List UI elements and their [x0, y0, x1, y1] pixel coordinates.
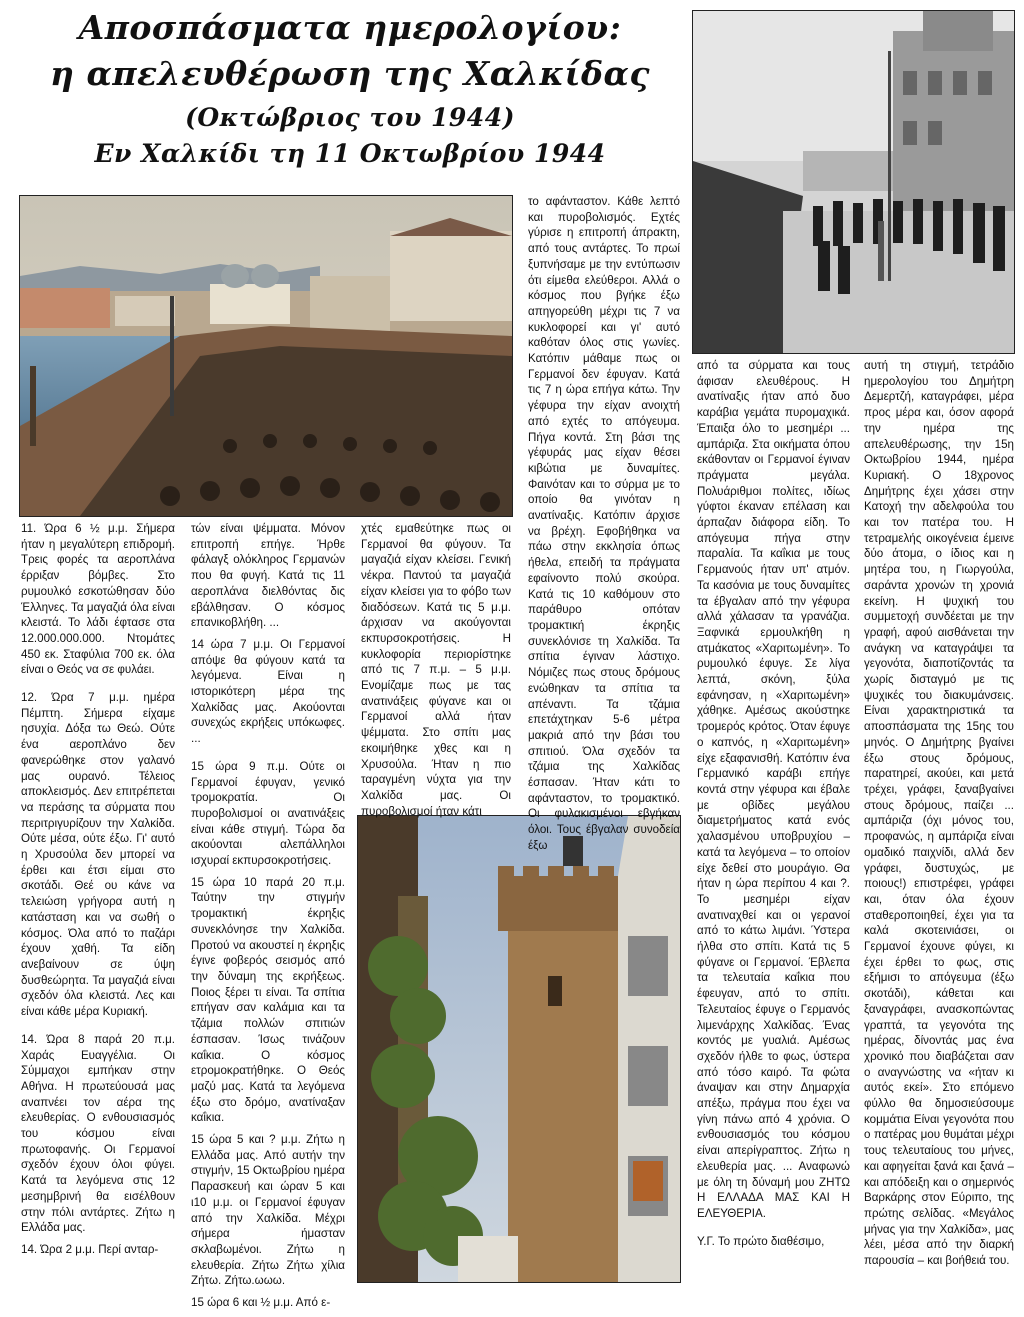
entry-11: 11. Ώρα 6 ½ μ.μ. Σήμερα ήταν η μεγαλύτερη επιδρομή. Τρεις φορές τα αεροπλάνα έρριξαν βόμβες. Στο ρυμουλκό εσκοτώθησαν δύο Έλληνες. Τα μαγαζιά όλα είναι κλειστά. Το λάδι έφτασε στα 12.000.000.000. Ντομάτες 450 εκ. Σταφύλια 700 εκ. όλα είναι ο Θεός να σε φυλάει.: [21, 522, 175, 677]
title-line-3: (Οκτώβριος του 1944): [185, 103, 515, 132]
entry-12: 12. Ώρα 7 μ.μ. ημέρα Πέμπτη. Σήμερα είχαμε ησυχία. Δόξα τω Θεώ. Ούτε ένα αεροπλάνο δεν φανερώθηκε στον γαλανό μας ουρανό. Τέλειος αποκλεισμός. Δεν επιτρέπεται να περάσης τα σύρματα που περιτριγυρίζουν την Χαλκίδα. Ούτε μέσα, ούτε έξω. Γι' αυτό η Χρυσούλα δεν μπορεί να έρθει και έτσι είμαι στο σκοτάδι. Θεέ ου κάνε να τελειώση γρήγορα αυτή η κατάσταση και να σωθή ο κόσμος. Όλα από το παζάρι έχουν χαθή. Τα είδη ανεβαίνουν σε ύψη δυσθεώρητα. Τα μαγαζιά είναι σχεδόν όλα κλειστά. Λες και είναι κάθε μέρα Κυριακή.: [21, 691, 175, 1019]
column-4: [697, 358, 850, 1255]
street-crowd-photo: [692, 10, 1015, 354]
column-3-lower: [361, 521, 511, 825]
entry-15-5pm: 15 ώρα 5 και ? μ.μ. Ζήτω η Ελλάδα μας. Από αυτήν την στιγμήν, 15 Οκτωβρίου ημέρα Παρασκευή και ώραν 5 και ι10 μ.μ. οι Γερμανοί έφυγαν από την Χαλκίδα. Μέχρι σήμερα ήμασταν σκλαβωμένοι. Ζήτω η ελευθερία. Ζήτω Ζήτω χίλια Ζήτω. Ζήτω.ωωω.: [191, 1133, 345, 1288]
postscript: Υ.Γ. Το πρώτο διαθέσιμο,: [697, 1234, 825, 1248]
column-3-upper: [528, 194, 680, 860]
harbor-crowd-photo: [19, 195, 513, 517]
entry-15-cont-3: από τα σύρματα και τους άφισαν ελευθέρους. Η ανατίναξις ήταν από δυο καράβια γεμάτα πυρομαχικά. Έπαιξα όλο το μεσημέρι ... αμπάριζα. Στα οικήματα όπου εκάθονταν οι Γερμανοί έγιναν πράγματα μεγάλα. Πολυάριθμοι πολίτες, ιδίως γύφτοι έκαναν επέλαση και άρπαζαν διάφορα είδη. Το απόγευμα πήγα στην παραλία. Τα καΐκια με τους Γερμανούς ήταν υπ' ατμόν. Τα κασόνια με τους δυναμίτες τα έβγαλαν από την γέφυρα αλλά χάλασαν τα γρανάζια. Ξαφνικά ερμουλκήθη η ατμάκατος «Χαριτωμένη». Το ρυμουλκό έφυγε. Σε λίγα λεπτά, σκόνη, ξύλα εφάνησαν, η «Χαριτωμένη» χάθηκε. Αμέσως ακούστηκε τρομερός κρότος. Όταν έφυγε ο καπνός, η «Χαριτωμένη» είχε εξαφανισθή. Κατόπιν ένα Γερμανικό καράβι επήγε κοντά στην γέφυρα και έβαλε με οβίδες μεγάλου διαμετρήματος κατά ενός χαλασμένου υποβρυχίου – κατά τα λεγόμενα – το οποίον είχε δεθεί στο μουράγιο. Θα ήταν η ώρα περίπου 4 και ?. Το μεσημέρι είχαν ανατιναχθεί και οι γερανοί από το κάτω λιμάνι. Ύστερα ήλθα στο σπίτι. Κατά τις 5 φύγανε οι Γερμανοί. Έβλεπα τα τελευταία καΐκια που έφευγαν, από το σπίτι. Τελευταίος έφυγε ο Γερμανός λιμενάρχης Χαλκίδας. Ένας κοντός με γυαλιά. Αμέσως σχεδόν ήλθε το φως, ύστερα από τόσο καιρό. Τα φώτα άναψαν και στην Δημαρχία απέξω, πράγμα που έχει να γίνη πάνω από 4 χρόνια. Ο ενθουσιασμός του κόσμου είναι απερίγραπτος. Ζήτω η ελευθερία μας. ... Αναφωνώ με όλη τη δύναμή μου ΖΗΤΩ Η ΕΛΛΑΔΑ ΜΑΣ ΚΑΙ Η ΕΛΕΥΘΕΡΙΑ.: [697, 359, 850, 1220]
entry-14a: 14. Ώρα 8 παρά 20 π.μ. Χαράς Ευαγγέλια. Οι Σύμμαχοι εμπήκαν στην Αθήνα. Η πρωτεύουσά μας αναπνέει τον αέρα της ελευθερίας. Ο ενθουσιασμός του κόσμου είναι πρωτοφανής. Οι Γερμανοί σχεδόν έχουν όλοι φύγει. Κατά τα λεγόμενα στις 12 μεσημβρινή θα εισέλθουν στην πόλι αντάρτες. Ζήτω η Ελλάδα μας.: [21, 1032, 175, 1235]
title-line-1: Αποσπάσματα ημερολογίου:: [78, 8, 622, 47]
column-5: [864, 358, 1014, 1275]
column-2: [191, 521, 345, 1317]
column-1: [21, 521, 175, 1264]
title-line-2: η απελευθέρωση της Χαλκίδας: [49, 54, 651, 93]
entry-15-940am: 15 ώρα 10 παρά 20 π.μ. Ταύτην την στιγμήν τρομακτική έκρηξις συνεκλόνησε την Χαλκίδα. Προτού να ακουστεί η έκρηξις έγινε φοβερός σεισμός από την δύναμη της εκρήξεως. Ποιος ξέρει τι είναι. Τα σπίτια επήγαν σαν καλάμια και τα τζάμια πολλών σπιτιών έσπασαν. Ίσως τινάζουν καΐκια. Ο κόσμος ετρομοκρατήθηκε. Ο Θεός μαζύ μας. Κατά τα λεγόμενα έξω στο δρόμο, ανατίναξαν καΐκια.: [191, 875, 345, 1125]
entry-14-7pm: 14 ώρα 7 μ.μ. Οι Γερμανοί απόψε θα φύγουν κατά τα λεγόμενα. Είναι η ιστορικότερη μέρα της Χαλκίδας μας. Ακούονται συνεχώς εκρήξεις υπόκωφες. ...: [191, 637, 345, 746]
entry-15-9am: 15 ώρα 9 π.μ. Ούτε οι Γερμανοί έφυγαν, γενικό τρομοκρατία. Οι πυροβολισμοί οι ανατινάξεις είναι κάθε στιγμή. Τώρα δα ακούονται αλεπάλληλοι ισχυραί εκπυρσοκροτήσεις.: [191, 759, 345, 868]
entry-14b: 14. Ώρα 2 μ.μ. Περί ανταρ-: [21, 1242, 159, 1256]
entry-15-cont-2: το αφάνταστον. Κάθε λεπτό και πυροβολισμός. Εχτές γύρισε η επιτροπή άπρακτη, από τους αντάρτες. Το πρωί ξυπνήσαμε με την εντύπωσιν ότι είμεθα ελεύθεροι. Αλλά ο κόσμος που βγήκε έξω απηγορεύθη μέχρι τις 7 να κυκλοφορεί και γι' αυτό καθόταν όλος στις γωνίες. Κατόπιν μάθαμε πως οι Γερμανοί δεν έφυγαν. Κατά τις 7 η ώρα επήγα κάτω. Την γέφυρα την είχαν ανοιχτή από εχτές το απόγευμα. Πήγα κοντά. Στη βάσι της γέφυράς μας είχαν θέσει κιβώτια με δυναμίτες. Φαινόταν και το σύρμα με το οποίο θα γινόταν η ανατίναξις. Κατόπιν άρχισε να βρέχη. Εφοβήθηκα να πάω στην εκκλησία όπως ήθελα, επειδή τα πράγματα εφαίνοντο πολύ σκούρα. Κατά τις 10 καθόμουν στο παράθυρο οπόταν τρομακτική έκρηξις συνεκλόνισε τη Χαλκίδα. Τα σπίτια έγιναν λάστιχο. Νόμιζες πως στους δρόμους ενώθηκαν τα σπίτια τα απέναντι. Τα τζάμια επετάχτηκαν 5-6 μέτρα μακριά από την βάσι του σπιτιού. Όλα σχεδόν τα τζάμια της Χαλκίδας έσπασαν. Ήταν κάτι το αφάνταστον, το τρομακτικό. Οι φυλακισμένοι εβγήκαν όλοι. Τους έβγαλαν συνοδεία έξω: [528, 195, 680, 852]
entry-15-630pm: 15 ώρα 6 και ½ μ.μ. Από ε-: [191, 1296, 331, 1310]
title-line-4: Εν Χαλκίδι τη 11 Οκτωβρίου 1944: [94, 139, 606, 168]
entry-15-cont: χτές εμαθεύτηκε πως οι Γερμανοί θα φύγουν. Τα μαγαζιά είχαν κλείσει. Γενική νέκρα. Παντού τα μαγαζιά είχαν κλείσει για το φόβο των διαδόσεων. Κατά τις 5 μ.μ. άρχισαν να ακούγονται εκπυρσοκροτήσεις. Η κυκλοφορία περιορίστηκε από τις 7 π.μ. – 5 μ.μ. Ενομίζαμε πως με τας ανατινάξεις φύγανε και οι Γερμανοί αλλά ήταν ψέμματα. Στο σπίτι μας εκοιμήθηκε χθες και η Χρυσούλα. Ήταν η πιο ταραγμένη νύχτα για την Χαλκίδα μας. Οι πυροβολισμοί ήταν κάτι: [361, 522, 511, 818]
tower-photo: [357, 815, 681, 1283]
commentary: αυτή τη στιγμή, τετράδιο ημερολογίου του Δημήτρη Δεμερτζή, καταγράφει, μέρα προς μέρα και, όσον αφορά την ημέρα της απελευθέρωσης, την 15η Οκτωβρίου 1944, ημέρα Κυριακή. Ο 18χρονος Δημήτρης έχει χάσει στην Κατοχή την αδελφούλα του και τον πατέρα του. Η τετραμελής οικογένεια έμεινε δύο άτομα, ο ίδιος και η μητέρα του, η Γιωργούλα, σαράντα χρονών τη χρονιά εκείνη. Η ψυχική του συμμετοχή συνδέεται με την γραφή, αφού αισθάνεται την ανάγκη να καταγράψει τα γεγονότα, διαποτίζοντάς τα χωρίς δισταγμό με τις ψυχικές του διακυμάνσεις. Είναι χαρακτηριστικά τα αποσπάσματα της 15ης του μηνός. Ο Δημήτρης βγαίνει έξω στους δρόμους, παρατηρεί, ακούει, και μετά τρέχει, γράφει, ξαναβγαίνει στους δρόμους, παίζει ... αμπάριζα (όχι μόνος του, προφανώς, η αμπάριζα είναι ομαδικό παιχνίδι, αλλά δεν γράφει, δυστυχώς, με ποιους!) επιστρέφει, γράφει και, όταν όλα έχουν σταθεροποιηθεί, έχει για τα καλά σκοτεινιάσει, οι Γερμανοί έχουνε φύγει, κι έχει έρθει το φως, στις εξήμισι το απόγευμα (έξω σκοτάδι), κάθεται και ξαναγράφει, ανασκοπώντας γραπτά, τα γεγονότα της ημέρας, δίνοντάς μας ένα χρονικό που διαβάζεται σαν ο αναγνώστης να «ήταν κι αυτός εκεί». Στο επόμενο φύλλο θα δημοσιεύσουμε κομμάτια Είναι γεγονότα που ο πατέρας μου θυμάται μέχρι τους τελευταίους του μήνες, και αφηγείται ξανά και ξανά – και απόδειξη και ο σημερινός Βαρκάρης στον Εύριπο, της πρώτης σελίδας. «Μεγάλος μήνας για την Χαλκίδα», μας λέει, μέσα από την διαρκή παρουσία – και βοήθειά του.: [864, 359, 1014, 1268]
entry-14-cont: τών είναι ψέμματα. Μόνον επιτροπή επήγε. Ήρθε φάλαγξ ολόκληρος Γερμανών που θα φυγή. Κατά τις 11 αεροπλάνα διελθόντας δις εβάλθησαν. Ο κόσμος επανικοβλήθη. ...: [191, 522, 345, 630]
